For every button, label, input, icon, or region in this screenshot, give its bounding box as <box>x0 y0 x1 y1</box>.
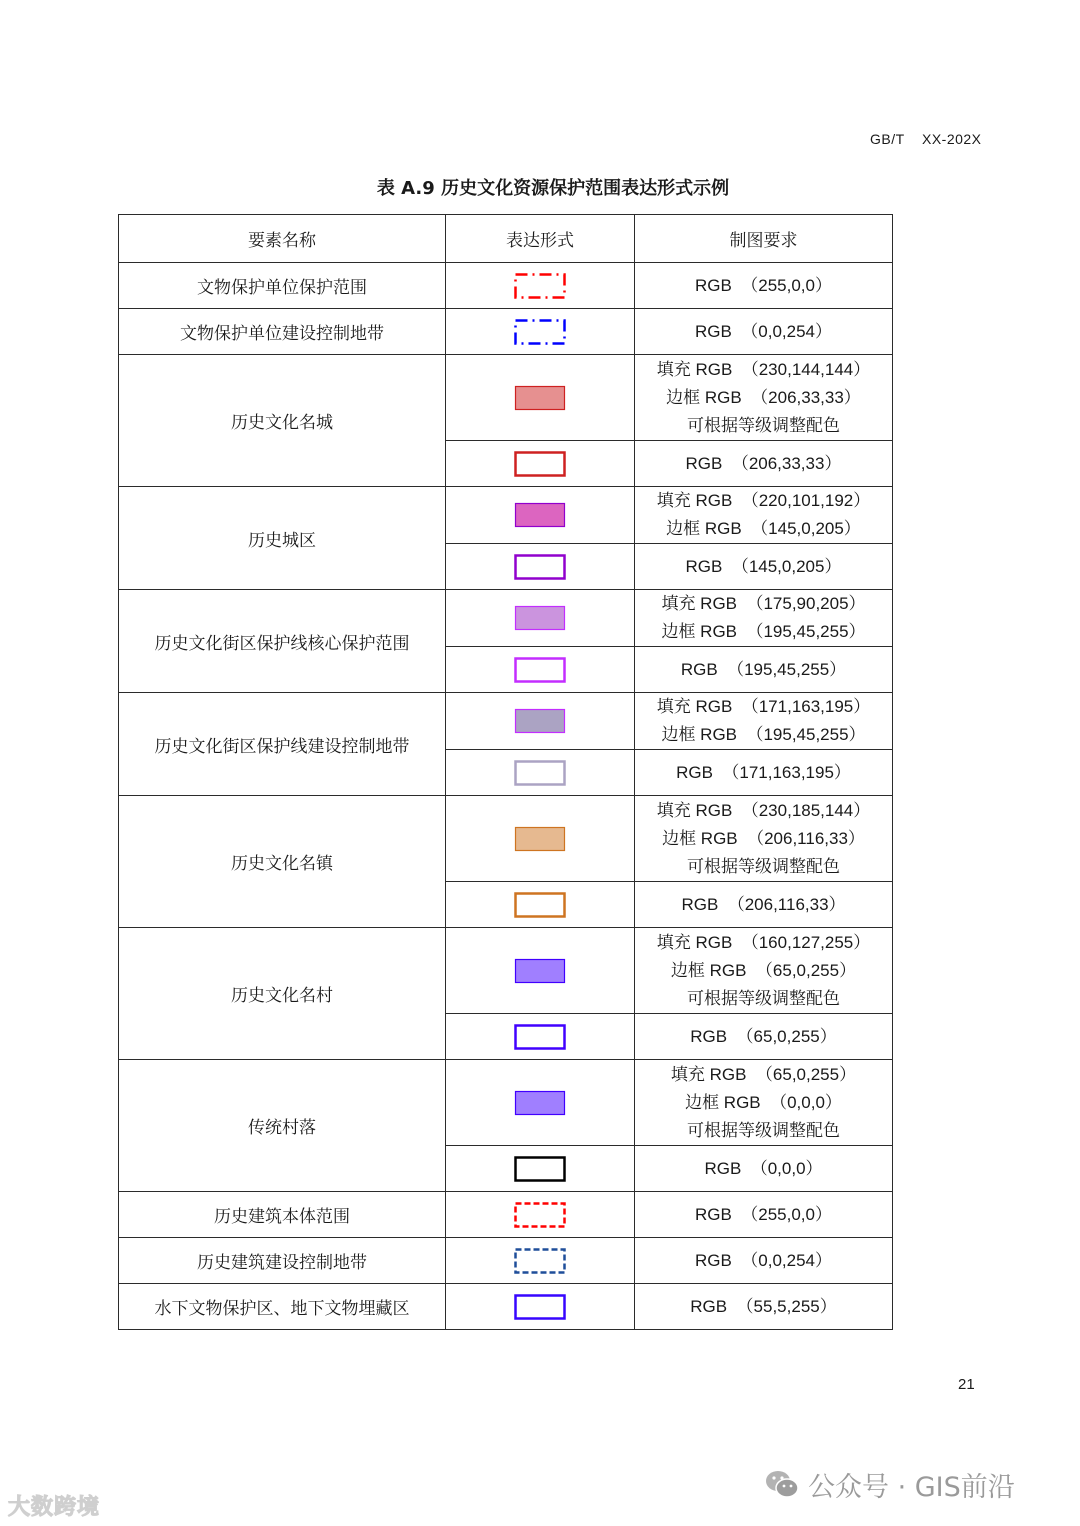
mapping-requirement-cell <box>635 1238 893 1284</box>
mapping-requirement-cell <box>635 882 893 928</box>
expression-form-cell <box>446 590 635 647</box>
wechat-icon <box>764 1467 800 1501</box>
requirement-line: 可根据等级调整配色 <box>687 415 840 435</box>
symbology-table <box>118 214 893 1330</box>
table-row <box>119 355 893 441</box>
requirement-line: 边框 RGB （195,45,255） <box>661 622 866 641</box>
requirement-line: RGB （65,0,255） <box>690 1026 837 1046</box>
expression-form-cell <box>446 750 635 796</box>
requirement-line: 边框 RGB （206,33,33） <box>666 387 861 407</box>
table-row <box>119 590 893 647</box>
expression-form-cell <box>446 309 635 355</box>
expression-form-cell <box>446 882 635 928</box>
header-mapping-requirement: 制图要求 <box>635 215 893 263</box>
table-row <box>119 1060 893 1146</box>
requirement-line: RGB （206,116,33） <box>681 894 846 914</box>
requirement-line: RGB （0,0,0） <box>704 1158 823 1178</box>
requirement-line: RGB （255,0,0） <box>694 1204 832 1224</box>
watermark-right <box>764 1464 1015 1504</box>
requirement-line: 边框 RGB （65,0,255） <box>670 960 857 980</box>
legend-symbol-outline <box>514 760 566 786</box>
table-row <box>119 1192 893 1238</box>
element-name-cell: 文物保护单位建设控制地带 <box>119 309 446 355</box>
legend-symbol-filled <box>514 605 566 631</box>
expression-form-cell <box>446 355 635 441</box>
watermark-left: 大数跨境 <box>8 1495 101 1520</box>
requirement-line: 填充 RGB （220,101,192） <box>656 491 871 510</box>
mapping-requirement-cell <box>635 693 893 750</box>
requirement-line: 填充 RGB （171,163,195） <box>656 697 871 716</box>
requirement-line: RGB （255,0,0） <box>694 275 832 295</box>
legend-symbol-outline <box>514 554 566 580</box>
table-title: 表 A.9 历史文化资源保护范围表达形式示例 <box>376 178 730 199</box>
requirement-line: 边框 RGB （145,0,205） <box>666 519 861 538</box>
requirement-line: RGB （171,163,195） <box>676 762 851 782</box>
requirement-line: RGB （0,0,254） <box>694 321 832 341</box>
table-row <box>119 263 893 309</box>
requirement-line: 填充 RGB （175,90,205） <box>661 594 866 613</box>
expression-form-cell <box>446 544 635 590</box>
expression-form-cell <box>446 693 635 750</box>
table-row <box>119 693 893 750</box>
element-name-cell: 文物保护单位保护范围 <box>119 263 446 309</box>
requirement-line: RGB （195,45,255） <box>680 659 847 679</box>
requirement-line: 边框 RGB （195,45,255） <box>661 725 866 744</box>
table-row <box>119 928 893 1014</box>
requirement-line: 边框 RGB （206,116,33） <box>662 828 865 848</box>
legend-symbol-filled <box>514 385 566 411</box>
mapping-requirement-cell <box>635 1284 893 1330</box>
element-name-cell: 历史文化名城 <box>119 355 446 487</box>
legend-symbol-filled <box>514 502 566 528</box>
mapping-requirement-cell <box>635 487 893 544</box>
expression-form-cell <box>446 1284 635 1330</box>
legend-symbol-outline <box>514 1156 566 1182</box>
element-name-cell: 历史文化名镇 <box>119 796 446 928</box>
legend-symbol-outline <box>514 657 566 683</box>
expression-form-cell <box>446 487 635 544</box>
legend-symbol-filled <box>514 1090 566 1116</box>
requirement-line: 边框 RGB （0,0,0） <box>685 1092 842 1112</box>
table-row <box>119 487 893 544</box>
mapping-requirement-cell <box>635 441 893 487</box>
requirement-line: 填充 RGB （160,127,255） <box>656 932 871 952</box>
mapping-requirement-cell <box>635 647 893 693</box>
mapping-requirement-cell <box>635 309 893 355</box>
mapping-requirement-cell <box>635 796 893 882</box>
mapping-requirement-cell <box>635 1060 893 1146</box>
requirement-line: 可根据等级调整配色 <box>687 988 840 1008</box>
legend-symbol-filled <box>514 826 566 852</box>
legend-symbol-outline <box>514 451 566 477</box>
mapping-requirement-cell <box>635 263 893 309</box>
mapping-requirement-cell <box>635 750 893 796</box>
element-name-cell: 历史城区 <box>119 487 446 590</box>
standard-code: GB/T XX-202X <box>870 131 982 147</box>
page-number: 21 <box>958 1376 975 1393</box>
legend-symbol-outline <box>514 1024 566 1050</box>
expression-form-cell <box>446 1146 635 1192</box>
expression-form-cell <box>446 1014 635 1060</box>
legend-symbol-dash-dot <box>514 273 566 299</box>
legend-symbol-dashed <box>514 1202 566 1228</box>
mapping-requirement-cell <box>635 355 893 441</box>
mapping-requirement-cell <box>635 590 893 647</box>
expression-form-cell <box>446 1060 635 1146</box>
legend-symbol-outline <box>514 1294 566 1320</box>
element-name-cell: 传统村落 <box>119 1060 446 1192</box>
element-name-cell: 历史建筑建设控制地带 <box>119 1238 446 1284</box>
table-row <box>119 796 893 882</box>
mapping-requirement-cell <box>635 1192 893 1238</box>
element-name-cell: 水下文物保护区、地下文物埋藏区 <box>119 1284 446 1330</box>
requirement-line: RGB （206,33,33） <box>685 453 842 473</box>
requirement-line: RGB （145,0,205） <box>685 556 842 576</box>
legend-symbol-dash-dot <box>514 319 566 345</box>
legend-symbol-filled <box>514 958 566 984</box>
header-element-name: 要素名称 <box>119 215 446 263</box>
requirement-line: 可根据等级调整配色 <box>687 1120 840 1140</box>
expression-form-cell <box>446 647 635 693</box>
requirement-line: 填充 RGB （65,0,255） <box>670 1064 857 1084</box>
expression-form-cell <box>446 928 635 1014</box>
element-name-cell: 历史建筑本体范围 <box>119 1192 446 1238</box>
table-header-row <box>119 215 893 263</box>
expression-form-cell <box>446 263 635 309</box>
expression-form-cell <box>446 1238 635 1284</box>
requirement-line: 可根据等级调整配色 <box>687 856 840 876</box>
element-name-cell: 历史文化街区保护线建设控制地带 <box>119 693 446 796</box>
expression-form-cell <box>446 441 635 487</box>
table-row <box>119 309 893 355</box>
requirement-line: 填充 RGB （230,144,144） <box>656 359 871 379</box>
expression-form-cell <box>446 796 635 882</box>
element-name-cell: 历史文化街区保护线核心保护范围 <box>119 590 446 693</box>
mapping-requirement-cell <box>635 1014 893 1060</box>
table-row <box>119 1238 893 1284</box>
element-name-cell: 历史文化名村 <box>119 928 446 1060</box>
header-expression-form: 表达形式 <box>446 215 635 263</box>
mapping-requirement-cell <box>635 928 893 1014</box>
requirement-line: RGB （0,0,254） <box>694 1250 832 1270</box>
requirement-line: 填充 RGB （230,185,144） <box>656 800 871 820</box>
mapping-requirement-cell <box>635 1146 893 1192</box>
legend-symbol-filled <box>514 708 566 734</box>
expression-form-cell <box>446 1192 635 1238</box>
watermark-right-text: 公众号 · GIS前沿 <box>808 1471 1015 1503</box>
mapping-requirement-cell <box>635 544 893 590</box>
legend-symbol-dashed <box>514 1248 566 1274</box>
table-row <box>119 1284 893 1330</box>
requirement-line: RGB （55,5,255） <box>690 1296 837 1316</box>
legend-symbol-outline <box>514 892 566 918</box>
